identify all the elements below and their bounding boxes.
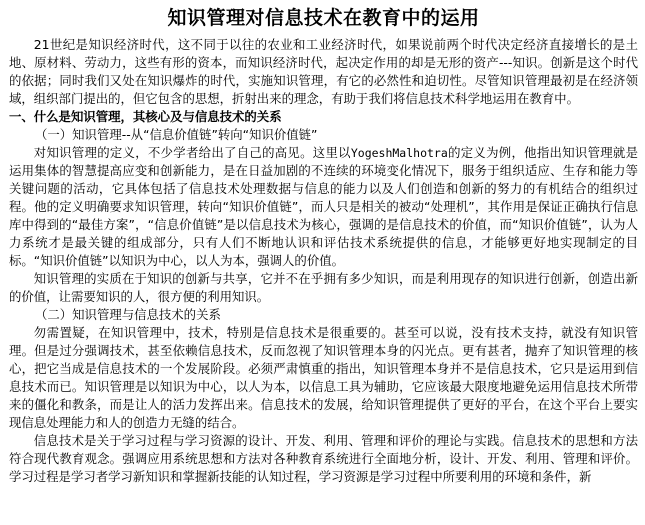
definition-text-rest: 的定义为例，他指出知识管理就是运用集体的智慧提高应变和创新能力，是在日益加剧的不连续的环境变化情况下，服务于组织适应、生存和能力等关键问题的活动，它具体包括了信息技术处理数据与信息的能力以及人们创造和创新的努力的有机结合的组织过程。他的定义明确要求知识管理，转向“知识价值链”，而人只是相关的被动“处理机”，其作用是保证正确执行信息库中得到的“最佳方案”，“信息价值链”是以信息技术为核心，强调的是信息技术的价值，而“知识价值链”，认为人力系统才是最关键的组成部分，只有人们不断地认识和评估技术系统提供的信息，才能够更好地实现制定的目标。“知识价值链”以知识为中心，以人为本，强调人的价值。 (9, 145, 639, 268)
section-heading-1: 一、什么是知识管理，其核心及与信息技术的关系 (9, 109, 282, 124)
subsection-heading-2: （二）知识管理与信息技术的关系 (35, 307, 221, 322)
definition-text-start: 对知识管理的定义，不少学者给出了自己的高见。这里以 (33, 145, 351, 160)
author-name: YogeshMalhotra (350, 146, 448, 160)
subsection-heading-1: （一）知识管理--从“信息价值链”转向“知识价值链” (35, 127, 318, 142)
paragraph-essence: 知识管理的实质在于知识的创新与共享，它并不在乎拥有多少知识，而是利用现存的知识进行创新，创造出新的价值，让需要知识的人，很方便的利用知识。 (9, 271, 638, 304)
document-title: 知识管理对信息技术在教育中的运用 (167, 7, 480, 29)
paragraph-intro: 21世纪是知识经济时代，这不同于以往的农业和工业经济时代，如果说前两个时代决定经济直接增长的是土地、原材料、劳动力，这些有形的资本，而知识经济时代，起决定作用的却是无形的资产---知识。创新是这个时代的依据；同时我们又处在知识爆炸的时代，实施知识管理，有它的必然性和迫切性。尽管知识管理最初是在经济领域，组织部门提出的，但它包含的思想，折射出来的理念，有助于我们将信息技术科学地运用在教育中。 (9, 37, 638, 106)
paragraph-definition (9, 144, 638, 270)
paragraph-relationship: 勿需置疑，在知识管理中，技术，特别是信息技术是很重要的。甚至可以说，没有技术支持，就没有知识管理。但是过分强调技术，甚至依赖信息技术，反而忽视了知识管理本身的闪光点。更有甚者，抛弃了知识管理的核心，把它当成是信息技术的一个发展阶段。必须严肃慎重的指出，知识管理本身并不是信息技术，它只是运用到信息技术而已。知识管理是以知识为中心，以人为本，以信息工具为辅助，它应该最大限度地避免运用信息技术所带来的僵化和教条，而是让人的活力发挥出来。信息技术的发展，给知识管理提供了更好的平台，在这个平台上要实现信息处理能力和人的创造力无缝的结合。 (9, 325, 638, 430)
paragraph-information-technology: 信息技术是关于学习过程与学习资源的设计、开发、利用、管理和评价的理论与实践。信息技术的思想和方法符合现代教育观念。强调应用系统思想和方法对各种教育系统进行全面地分析，设计、开发、利用、管理和评价。学习过程是学习者学习新知识和掌握新技能的认知过程，学习资源是学习过程中所要利用的环境和条件，新 (9, 433, 638, 484)
